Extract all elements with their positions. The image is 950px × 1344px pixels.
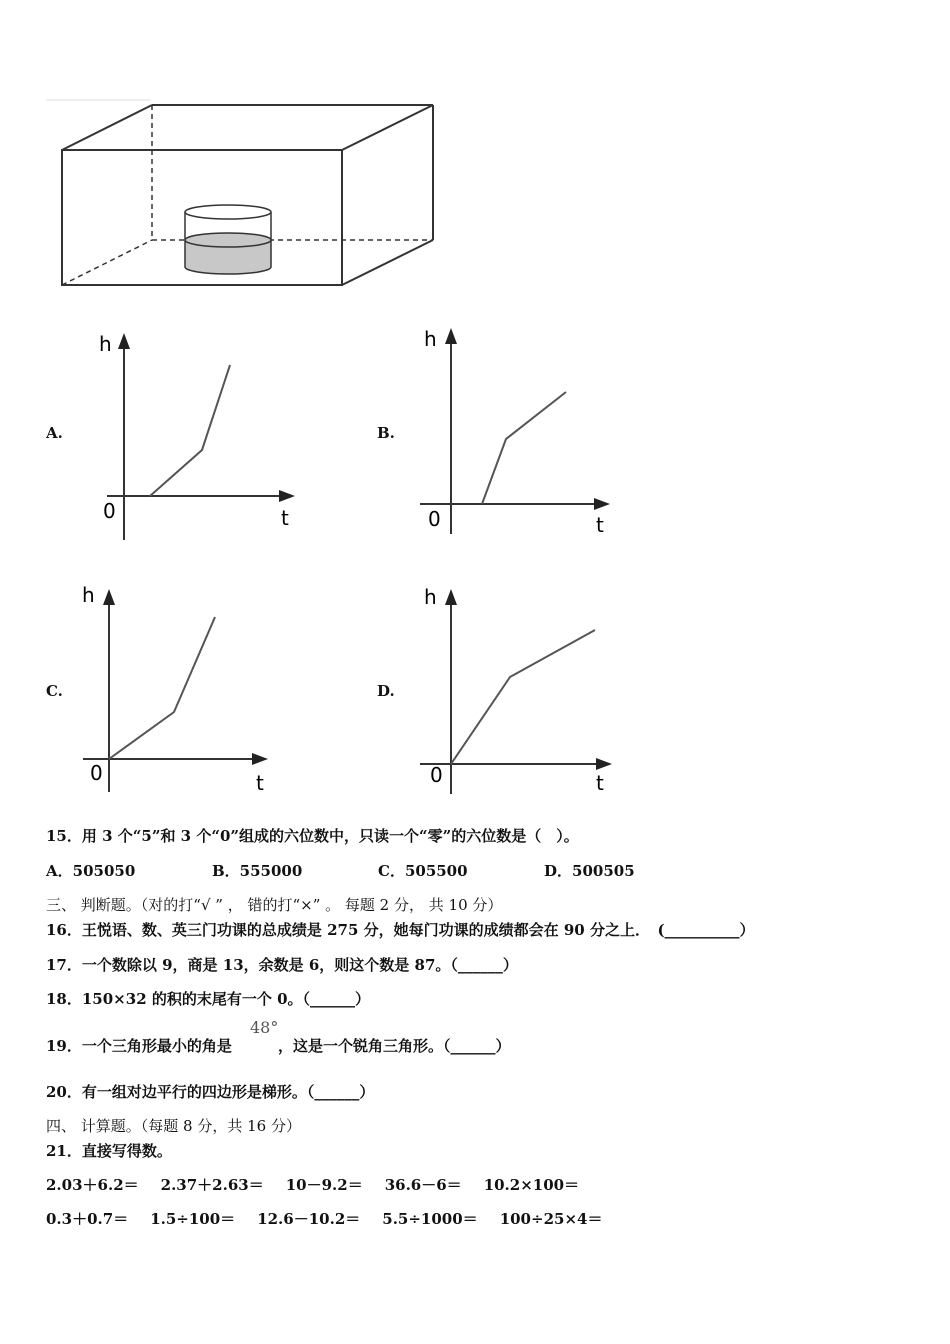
option-c-label[interactable]: C.	[46, 682, 63, 700]
calc-item: 100÷25×4＝	[499, 1210, 603, 1228]
option-a-label[interactable]: A.	[46, 424, 63, 442]
question-19-part2: ，这是一个锐角三角形。（______）	[278, 1037, 511, 1055]
calc-row-1	[46, 1174, 601, 1195]
question-19-part1: 19．一个三角形最小的角是	[46, 1037, 232, 1055]
graph-b	[420, 322, 630, 542]
calc-item: 12.6－10.2＝	[257, 1210, 361, 1228]
calc-item: 1.5÷100＝	[150, 1210, 236, 1228]
option-b-label[interactable]: B.	[377, 424, 395, 442]
axis-h-label: h	[424, 327, 437, 351]
calc-item: 5.5÷1000＝	[382, 1210, 478, 1228]
axis-t-label: t	[256, 771, 264, 795]
question-17: 17．一个数除以 9，商是 13，余数是 6，则这个数是 87。（______）	[46, 956, 518, 974]
axis-t-label: t	[596, 513, 604, 537]
calc-item: 36.6－6＝	[384, 1176, 462, 1194]
q15-choice-d[interactable]: D．500505	[544, 862, 635, 880]
angle-48-degrees: 48°	[250, 1018, 279, 1037]
cylinder-cup	[185, 205, 271, 274]
graph-d	[420, 582, 630, 802]
calc-item: 10.2×100＝	[483, 1176, 580, 1194]
calc-item: 2.37＋2.63＝	[160, 1176, 264, 1194]
question-21: 21．直接写得数。	[46, 1142, 172, 1160]
q15-choice-b[interactable]: B．555000	[212, 862, 303, 880]
graph-a	[95, 325, 305, 545]
origin-label: 0	[428, 507, 441, 531]
question-16: 16．王悦语、数、英三门功课的总成绩是 275 分，她每门功课的成绩都会在 90 分之上． (__________）	[46, 921, 755, 939]
section-3-heading: 三、 判断题。（对的打“√ ” ， 错的打“×” 。 每题 2 分， 共 10 分）	[46, 896, 503, 914]
axis-t-label: t	[596, 771, 604, 795]
calc-item: 0.3＋0.7＝	[46, 1210, 129, 1228]
origin-label: 0	[90, 761, 103, 785]
calc-row-2	[46, 1208, 624, 1229]
container-box-figure	[40, 95, 450, 295]
option-d-label[interactable]: D.	[377, 682, 395, 700]
calc-item: 10－9.2＝	[285, 1176, 363, 1194]
question-18: 18．150×32 的积的末尾有一个 0。（______）	[46, 990, 371, 1008]
axis-h-label: h	[99, 332, 112, 356]
axis-t-label: t	[281, 506, 289, 530]
graph-c	[78, 582, 288, 802]
origin-label: 0	[430, 763, 443, 787]
question-20: 20．有一组对边平行的四边形是梯形。（______）	[46, 1083, 375, 1101]
q15-choice-a[interactable]: A．505050	[46, 862, 136, 880]
question-15: 15．用 3 个“5”和 3 个“0”组成的六位数中，只读一个“零”的六位数是（ ）。	[46, 827, 579, 845]
q15-choice-c[interactable]: C．505500	[378, 862, 468, 880]
section-4-heading: 四、 计算题。（每题 8 分，共 16 分）	[46, 1117, 301, 1135]
origin-label: 0	[103, 499, 116, 523]
calc-item: 2.03＋6.2＝	[46, 1176, 139, 1194]
axis-h-label: h	[82, 583, 95, 607]
axis-h-label: h	[424, 585, 437, 609]
